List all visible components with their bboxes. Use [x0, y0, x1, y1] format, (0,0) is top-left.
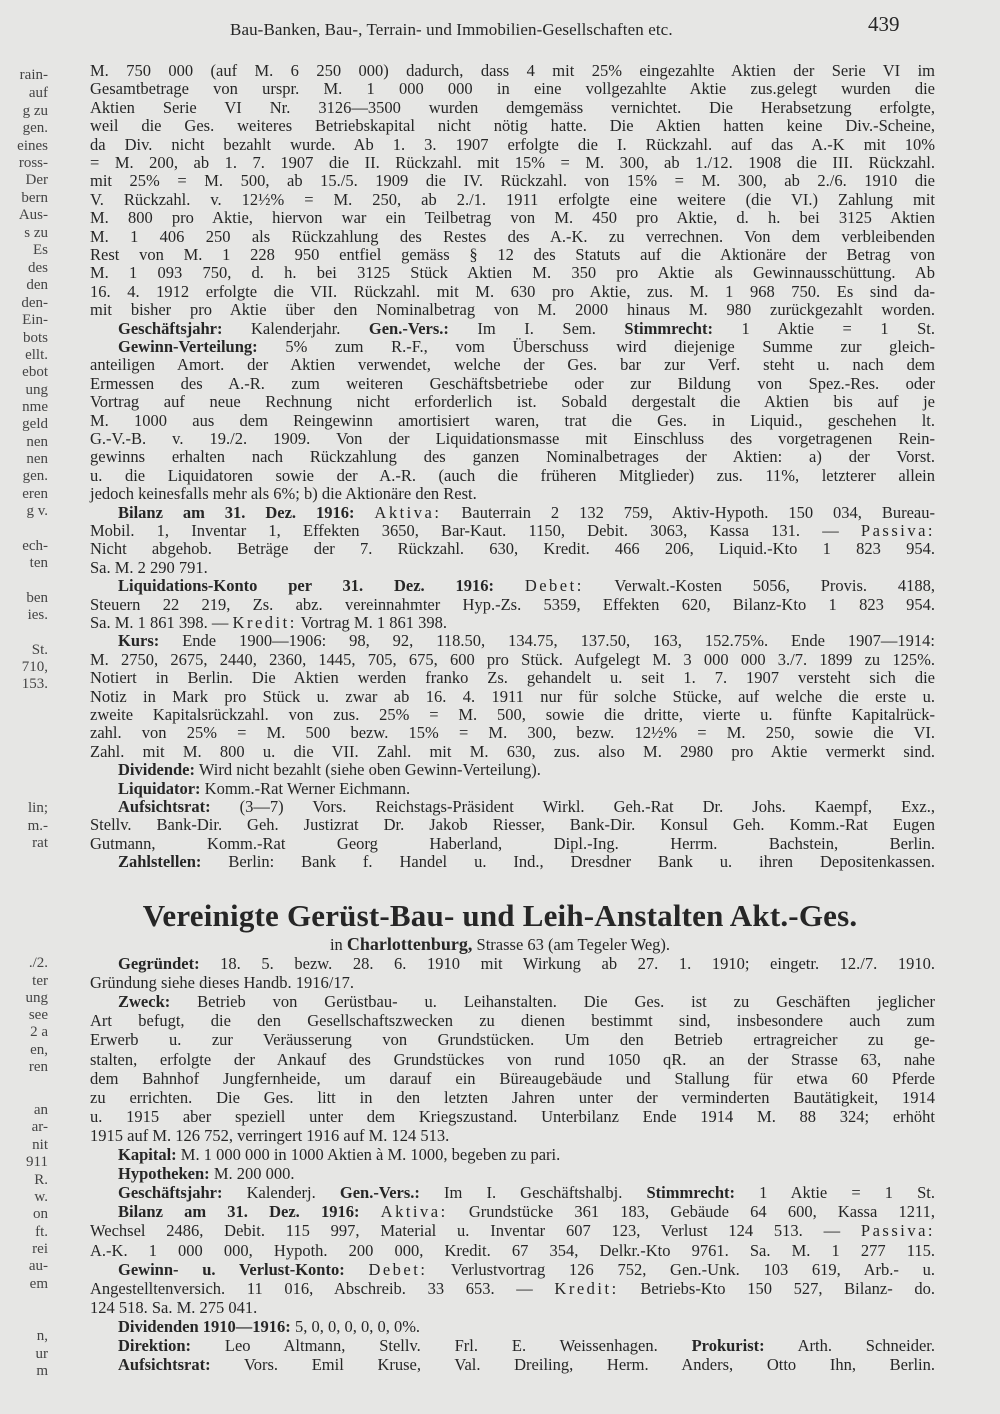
- text-line: [118, 853, 935, 871]
- line-text: [354, 504, 374, 522]
- line-text: A.-K. 1 000 000, Hypoth. 200 000, Kredit. 67 354, Delkr.-Kto 9761. Sa. M. 1 277 115.: [90, 1241, 935, 1260]
- line-text: Bauterrain 2 132 759, Aktiv-Hypoth. 150 034, Bureau-: [441, 503, 935, 522]
- line-text: Vortrag auf neue Rechnung nicht erforderlich ist. Sobald dergestalt die Aktien bis auf je: [90, 393, 935, 412]
- line-text: (3—7) Vors. Reichstags-Präsident Wirkl. Geh.-Rat Dr. Johs. Kaempf, Exz.,: [210, 798, 935, 816]
- text-line: [90, 117, 935, 135]
- margin-fragment: Aus-: [18, 207, 48, 223]
- field-label: Zahlstellen:: [118, 853, 202, 872]
- field-label: Direktion:: [118, 1337, 192, 1355]
- text-line: [90, 467, 935, 485]
- field-label: Aufsichtsrat:: [118, 798, 211, 816]
- text-line: [90, 669, 935, 687]
- margin-fragment: bern: [21, 190, 48, 206]
- field-label: Gen.-Vers.:: [368, 319, 449, 338]
- line-text: Stellv. Bank-Dir. Geh. Justizrat Dr. Jakob Riesser, Bank-Dir. Konsul Geh. Komm.-Rat Eugen: [90, 816, 935, 835]
- line-text: Notiz in Mark pro Stück u. zwar ab 16. 4. 1911 nur für solche Stücke, auf welche die erste u.: [90, 687, 935, 706]
- line-text: zu errichten. Die Ges. litt in den letzten Jahren unter der verminderten Bautätigkeit, 1914: [90, 1088, 935, 1107]
- text-line: [90, 99, 935, 117]
- margin-fragment: den-: [21, 295, 48, 311]
- line-text: [345, 1261, 369, 1279]
- text-line: [90, 1222, 935, 1240]
- field-label: Aufsichtsrat:: [118, 1356, 211, 1375]
- text-line: [90, 356, 935, 374]
- line-text: Notiert in Berlin. Die Aktien werden franko Zs. gehandelt u. seit 1. 7. 1907 versteht sich die: [90, 669, 935, 688]
- line-text: 1915 auf M. 126 752, verringert 1916 auf M. 124 513.: [90, 1125, 450, 1145]
- text-line: [90, 1012, 935, 1030]
- line-text: Leo Altmann, Stellv. Frl. E. Weissenhagen.: [191, 1337, 692, 1355]
- margin-fragment: lin;: [27, 800, 48, 816]
- text-line: [90, 596, 935, 614]
- line-text: Gesamtbetrage von urspr. M. 1 000 000 in eine vollgezahlte Aktie zus.gelegt wurden die: [90, 80, 935, 99]
- text-line: [90, 1127, 935, 1145]
- text-line: [118, 1261, 935, 1279]
- text-line: [118, 1184, 935, 1202]
- margin-fragment: nme: [22, 399, 48, 415]
- text-line: [90, 1242, 935, 1260]
- line-text: Aktiva:: [380, 1203, 448, 1222]
- field-label: Kurs:: [118, 632, 160, 651]
- line-text: Zahl. mit M. 800 u. die VII. Zahl. mit M. 630, zus. also M. 2980 pro Aktie vermerkt sind.: [90, 742, 935, 761]
- text-line: [90, 743, 935, 761]
- location-address: Strasse 63 (am Tegeler Weg).: [472, 935, 671, 954]
- line-text: dem Bahnhof Jungfernheide, um darauf ein Büreaugebäude und Stallung für etwa 60 Pferde: [90, 1069, 935, 1088]
- line-text: Gutmann, Komm.-Rat Georg Haberland, Dipl.-Ing. Herrm. Bachstein, Berlin.: [90, 834, 935, 853]
- text-line: [90, 1280, 935, 1298]
- line-text: Aktiva:: [374, 503, 442, 522]
- margin-fragment: au-: [28, 1258, 48, 1274]
- line-text: Wird nicht bezahlt (siehe oben Gewinn-Verteilung).: [195, 760, 541, 780]
- field-label: Geschäftsjahr:: [118, 319, 223, 338]
- line-text: u. 1915 aber speziell unter dem Kriegszustand. Unterbilanz Ende 1914 M. 88 324; erhöht: [90, 1107, 935, 1126]
- line-text: Grundstücke 361 183, Gebäude 64 600, Kassa 1211,: [447, 1203, 935, 1222]
- line-text: V. Rückzahl. v. 12½% = M. 250, ab 2./1. 1911 erfolgte eine weitere (die VI.) Zahlung mit: [90, 190, 935, 209]
- field-label: Prokurist:: [691, 1337, 765, 1355]
- margin-fragment: on: [33, 1206, 48, 1222]
- margin-fragment: s zu: [24, 225, 48, 241]
- line-text: 5% zum R.-F., vom Überschuss wird diejenige Summe zur gleich-: [257, 338, 935, 356]
- margin-fragment: em: [29, 1276, 48, 1292]
- text-line: [118, 1203, 935, 1221]
- line-text: M. 800 pro Aktie, hiervon war ein Teilbetrag von M. 450 pro Aktie, d. h. bei 3125 Aktien: [90, 209, 935, 228]
- line-text: Mobil. 1, Inventar 1, Effekten 3650, Bar-Kaut. 1150, Debit. 3063, Kassa 131. —: [90, 522, 861, 540]
- line-text: gewinns erhalten nach Rückzahlung des ganzen Nominalbetrages der Aktien: a) der Vorst.: [90, 448, 935, 467]
- margin-fragment: Ein-: [22, 312, 48, 328]
- line-text: Vors. Emil Kruse, Val. Dreiling, Herm. Anders, Otto Ihn, Berlin.: [210, 1356, 935, 1375]
- line-text: Verwalt.-Kosten 5056, Provis. 4188,: [583, 577, 935, 596]
- text-line: [90, 1089, 935, 1107]
- text-line: [118, 761, 935, 779]
- text-line: [90, 228, 935, 246]
- line-text: M. 200 000.: [209, 1164, 295, 1184]
- margin-fragment: ter: [32, 973, 48, 989]
- line-text: Betriebs-Kto 150 527, Bilanz- do.: [618, 1279, 935, 1298]
- margin-fragment: rei: [32, 1241, 48, 1257]
- line-text: Wechsel 2486, Debit. 115 997, Material u. Inventar 607 123, Verlust 124 513. —: [90, 1222, 861, 1241]
- line-text: zweite Kapitalsrückzahl. von zus. 25% = M. 500, sowie die dritte, vierte u. fünfte Kapitalrück-: [90, 706, 935, 724]
- line-text: Kalenderj.: [222, 1184, 340, 1203]
- text-line: [90, 485, 935, 503]
- line-text: M. 2750, 2675, 2440, 2360, 1445, 705, 675, 600 pro Stück. Aufgelegt M. 3 000 000 3./7. 1899 zu 125%.: [90, 650, 935, 669]
- line-text: jedoch keinesfalls mehr als 6%; b) die Aktionäre den Rest.: [90, 484, 477, 504]
- line-text: M. 1 406 250 als Rückzahlung des Restes des A.-K. zu verrechnen. Von dem verbleibenden: [90, 227, 935, 246]
- text-line: [90, 191, 935, 209]
- margin-fragment: rat: [32, 835, 48, 851]
- line-text: G.-V.-B. v. 19./2. 1909. Von der Liquidationsmasse mit Einschluss des vorgetragenen Rein-: [90, 430, 935, 448]
- field-label: Gegründet:: [118, 955, 200, 973]
- adjacent-page-margin: [0, 0, 48, 1414]
- text-line: [118, 1337, 935, 1355]
- entry-liquidation-section: [90, 62, 935, 882]
- field-label: Zweck:: [118, 993, 171, 1012]
- margin-fragment: 911: [26, 1154, 48, 1170]
- text-line: [90, 430, 935, 448]
- text-line: [118, 780, 935, 798]
- line-text: Im I. Sem.: [448, 319, 625, 338]
- text-line: [118, 798, 935, 816]
- line-text: zahl. von 25% = M. 500 bezw. 15% = M. 300, bezw. 12½% = M. 250, sowie die VI.: [90, 724, 935, 743]
- text-line: [118, 1146, 935, 1164]
- margin-fragment: ech-: [22, 538, 48, 554]
- line-text: Steuern 22 219, Zs. abz. vereinnahmter Hyp.-Zs. 5359, Effekten 620, Bilanz-Kto 1 823 954.: [90, 595, 935, 614]
- line-text: [494, 577, 525, 595]
- location-prefix: in: [329, 935, 347, 954]
- text-line: [90, 375, 935, 393]
- text-line: [118, 1318, 935, 1336]
- line-text: M. 1 000 000 in 1000 Aktien à M. 1000, begeben zu pari.: [176, 1145, 561, 1164]
- margin-fragment: see: [28, 1007, 48, 1023]
- line-text: Ermessen des A.-R. zum weiteren Geschäftsbetriebe oder zur Bildung von Spez.-Res. oder: [90, 374, 935, 393]
- field-label: Dividenden 1910—1916:: [118, 1316, 291, 1336]
- margin-fragment: ung: [25, 382, 48, 398]
- margin-fragment: den: [26, 277, 48, 293]
- text-line: [90, 62, 935, 80]
- text-line: [118, 632, 935, 650]
- location-city: Charlottenburg,: [346, 934, 473, 954]
- line-text: M. 1 093 750, d. h. bei 3125 Stück Aktien M. 350 pro Aktie als Gewinnausschüttung. Ab: [90, 264, 935, 283]
- field-label: Geschäftsjahr:: [118, 1184, 223, 1203]
- field-label: Hypotheken:: [118, 1164, 210, 1184]
- text-line: [90, 301, 935, 319]
- field-label: Stimmrecht:: [646, 1184, 736, 1203]
- field-label: Liquidator:: [118, 778, 201, 798]
- margin-fragment: ./2.: [28, 955, 48, 971]
- margin-fragment: an: [33, 1102, 48, 1118]
- margin-fragment: rain-: [19, 67, 48, 83]
- text-line: [90, 209, 935, 227]
- line-text: Sa. M. 2 290 791.: [90, 557, 208, 577]
- field-label: Gen.-Vers.:: [339, 1184, 420, 1203]
- margin-fragment: m: [36, 1363, 48, 1379]
- text-line: [90, 522, 935, 540]
- field-label: Dividende:: [118, 760, 196, 780]
- text-line: [118, 504, 935, 522]
- margin-fragment: w.: [34, 1189, 48, 1205]
- margin-fragment: ebot: [22, 364, 48, 380]
- line-text: M. 750 000 (auf M. 6 250 000) dadurch, dass 4 mit 25% eingezahlte Aktien der Serie VI im: [90, 62, 935, 80]
- line-text: 18. 5. bezw. 28. 6. 1910 mit Wirkung ab 27. 1. 1910; eingetr. 12./7. 1910.: [199, 955, 935, 973]
- line-text: Aktien Serie VI Nr. 3126—3500 wurden demgemäss vernichtet. Die Herabsetzung erfolgte,: [90, 98, 935, 117]
- text-line: [90, 1299, 935, 1317]
- margin-fragment: des: [28, 260, 48, 276]
- margin-fragment: gen.: [22, 120, 48, 136]
- margin-fragment: nit: [32, 1137, 48, 1153]
- margin-fragment: ur: [35, 1346, 48, 1362]
- field-label: Gewinn- u. Verlust-Konto:: [118, 1260, 345, 1279]
- line-text: M. 1000 aus dem Reingewinn amortisiert waren, trat die Ges. in Liquid., geschehen lt.: [90, 411, 935, 430]
- line-text: 1 Aktie = 1 St.: [712, 319, 935, 338]
- text-line: [118, 320, 935, 338]
- field-label: Stimmrecht:: [624, 319, 713, 338]
- text-line: [90, 706, 935, 724]
- text-line: [118, 955, 935, 973]
- margin-fragment: en,: [30, 1042, 48, 1058]
- text-line: [90, 264, 935, 282]
- margin-fragment: St.: [31, 642, 48, 658]
- text-line: [90, 816, 935, 834]
- margin-fragment: g v.: [26, 503, 48, 519]
- line-text: Kredit:: [554, 1279, 619, 1298]
- margin-fragment: ar-: [31, 1119, 48, 1135]
- line-text: Im I. Geschäftshalbj.: [419, 1184, 647, 1203]
- text-line: [90, 412, 935, 430]
- line-text: Art befugt, die den Gesellschaftszwecken zu dienen bestimmt sind, insbesondere auch zum: [90, 1012, 935, 1031]
- line-text: Betrieb von Gerüstbau- u. Leihanstalten. Die Ges. ist zu Geschäften jeglicher: [170, 993, 935, 1012]
- margin-fragment: nen: [26, 434, 48, 450]
- line-text: Gründung siehe dieses Handb. 1916/17.: [90, 973, 354, 993]
- margin-fragment: gen.: [22, 468, 48, 484]
- line-text: Debet:: [368, 1260, 428, 1279]
- text-line: [118, 577, 935, 595]
- margin-fragment: n,: [36, 1328, 48, 1344]
- page-number: 439: [868, 12, 900, 36]
- line-text: Kredit:: [232, 613, 297, 632]
- field-label: Gewinn-Verteilung:: [118, 338, 258, 356]
- line-text: 124 518. Sa. M. 275 041.: [90, 1297, 258, 1317]
- text-line: [90, 246, 935, 264]
- line-text: Vortrag M. 1 861 398.: [296, 613, 447, 632]
- text-line: [90, 172, 935, 190]
- line-text: 5, 0, 0, 0, 0, 0, 0%.: [290, 1316, 421, 1336]
- text-line: [90, 835, 935, 853]
- text-line: [118, 1165, 935, 1183]
- margin-fragment: 2 a: [30, 1024, 48, 1040]
- line-text: da Div. nicht bezahlt wurde. Ab 1. 3. 1907 erfolgte die I. Rückzahl. auf das A.-K mit 10%: [90, 135, 935, 154]
- margin-fragment: Der: [25, 172, 48, 188]
- text-line: [90, 724, 935, 742]
- margin-fragment: bots: [22, 330, 48, 346]
- margin-fragment: auf: [28, 85, 48, 101]
- margin-fragment: ft.: [35, 1224, 48, 1240]
- margin-fragment: ben: [26, 590, 48, 606]
- line-text: 1 Aktie = 1 St.: [735, 1184, 935, 1203]
- field-label: Liquidations-Konto per 31. Dez. 1916:: [118, 577, 494, 596]
- line-text: Kalenderjahr.: [222, 319, 369, 338]
- field-label: Bilanz am 31. Dez. 1916:: [118, 503, 355, 522]
- line-text: Rest von M. 1 228 950 entfiel gemäss § 12 des Statuts auf die Aktionäre der Betrag von: [90, 246, 935, 264]
- text-line: [90, 283, 935, 301]
- margin-fragment: m.-: [27, 818, 48, 834]
- text-line: [90, 651, 935, 669]
- company-title: Vereinigte Gerüst-Bau- und Leih-Anstalten Akt.-Ges.: [142, 898, 858, 933]
- line-text: [359, 1203, 380, 1221]
- text-line: [90, 540, 935, 558]
- text-line: [90, 136, 935, 154]
- line-text: Passiva:: [860, 1222, 935, 1241]
- margin-fragment: R.: [34, 1172, 48, 1188]
- company-location: [0, 934, 1000, 955]
- margin-fragment: ung: [25, 990, 48, 1006]
- line-text: Komm.-Rat Werner Eichmann.: [200, 778, 411, 798]
- text-line: [90, 393, 935, 411]
- margin-fragment: g zu: [22, 103, 48, 119]
- line-text: Sa. M. 1 861 398. —: [90, 613, 233, 632]
- running-title: Bau-Banken, Bau-, Terrain- und Immobilien-Gesellschaften etc.: [230, 20, 673, 39]
- margin-fragment: geld: [22, 416, 48, 432]
- line-text: u. die Liquidatoren sowie der A.-R. (auch die früheren Mitglieder) zus. 11%, letzterer allein: [90, 466, 935, 485]
- text-line: [90, 154, 935, 172]
- margin-fragment: ten: [29, 555, 48, 571]
- line-text: Arth. Schneider.: [764, 1337, 935, 1355]
- line-text: Passiva:: [860, 522, 935, 540]
- field-label: Kapital:: [118, 1145, 177, 1164]
- text-line: [90, 614, 935, 632]
- line-text: mit bisher pro Aktie über den Nominalbetrag von M. 2000 hinaus M. 980 zurückgezahlt worden.: [90, 301, 935, 320]
- line-text: weil die Ges. weiteres Betriebskapital nicht nötig hatte. Die Aktien hatten keine Div.-Scheine,: [90, 117, 935, 136]
- margin-fragment: ross-: [18, 155, 48, 171]
- text-line: [90, 974, 935, 992]
- text-line: [90, 1108, 935, 1126]
- text-line: [90, 1031, 935, 1049]
- text-line: [118, 1356, 935, 1374]
- line-text: Ende 1900—1906: 98, 92, 118.50, 134.75, 137.50, 163, 152.75%. Ende 1907—1914:: [159, 632, 935, 651]
- margin-fragment: ellt.: [25, 347, 48, 363]
- line-text: Angestelltenversich. 11 016, Abschreib. 33 653. —: [90, 1279, 555, 1298]
- text-line: [90, 1051, 935, 1069]
- line-text: mit 25% = M. 500, ab 15./5. 1909 die IV. Rückzahl. von 15% = M. 300, ab 2./6. 1910 die: [90, 172, 935, 191]
- margin-fragment: ren: [28, 1059, 48, 1075]
- text-line: [90, 559, 935, 577]
- margin-fragment: ies.: [27, 607, 48, 623]
- entry-company-section: [90, 955, 935, 1385]
- margin-fragment: 153.: [21, 676, 48, 692]
- line-text: stalten, erfolgte der Ankauf des Grundstückes von rund 1050 qR. an der Strasse 63, nahe: [90, 1050, 935, 1069]
- margin-fragment: 710,: [21, 659, 48, 675]
- text-line: [90, 688, 935, 706]
- text-line: [90, 80, 935, 98]
- text-line: [90, 448, 935, 466]
- margin-fragment: eren: [22, 486, 48, 502]
- line-text: Verlustvortrag 126 752, Gen.-Unk. 103 619, Arb.- u.: [427, 1260, 935, 1279]
- line-text: 16. 4. 1912 erfolgte die VII. Rückzahl. mit M. 630 pro Aktie, zus. M. 1 968 750. Es sind da-: [90, 282, 935, 301]
- line-text: = M. 200, ab 1. 7. 1907 die II. Rückzahl. mit 15% = M. 300, ab 1./12. 1908 die III. Rückzahl.: [90, 154, 935, 172]
- margin-fragment: Es: [33, 242, 48, 258]
- text-line: [118, 993, 935, 1011]
- field-label: Bilanz am 31. Dez. 1916:: [118, 1203, 360, 1222]
- margin-fragment: nen: [26, 451, 48, 467]
- line-text: Nicht abgehob. Beträge der 7. Rückzahl. 630, Kredit. 466 206, Liquid.-Kto 1 823 954.: [90, 540, 935, 559]
- line-text: anteiligen Amort. der Aktien verwendet, welche der Ges. bar zur Verf. steht u. nach dem: [90, 356, 935, 375]
- text-line: [90, 1070, 935, 1088]
- margin-fragment: eines: [17, 138, 48, 154]
- line-text: Berlin: Bank f. Handel u. Ind., Dresdner Bank u. ihren Depositenkassen.: [201, 853, 935, 872]
- line-text: Erwerb u. zur Veräusserung von Grundstücken. Um den Betrieb ertragreicher zu ge-: [90, 1031, 935, 1050]
- text-line: [118, 338, 935, 356]
- line-text: Debet:: [524, 577, 584, 596]
